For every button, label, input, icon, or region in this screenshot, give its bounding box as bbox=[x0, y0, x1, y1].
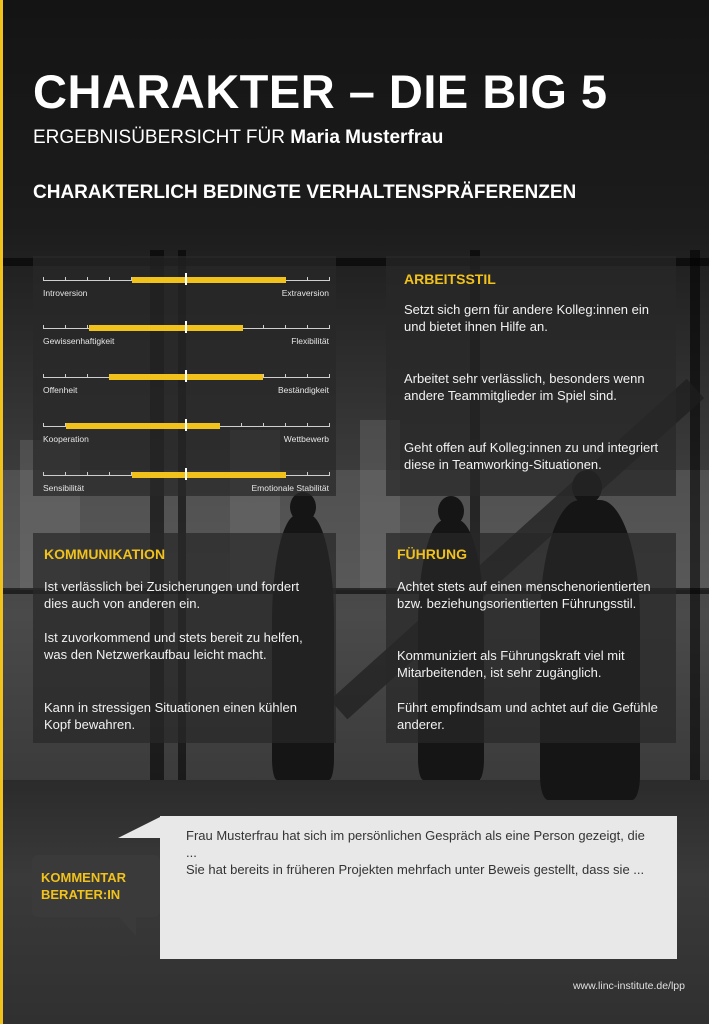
scale-tick bbox=[87, 472, 88, 476]
scale-tick bbox=[329, 423, 330, 427]
comment-line: Frau Musterfrau hat sich im persönlichen Gespräch als eine Person gezeigt, die ... bbox=[186, 828, 645, 860]
scale-tick bbox=[263, 423, 264, 427]
scale-tick bbox=[307, 472, 308, 476]
badge-line: KOMMENTAR bbox=[41, 870, 126, 885]
scale-right-label: Wettbewerb bbox=[283, 434, 329, 444]
comment-badge-text bbox=[41, 869, 126, 903]
scale-tick bbox=[241, 423, 242, 427]
scale-sensibilitaet-stabilitaet bbox=[43, 459, 329, 499]
section-title: CHARAKTERLICH BEDINGTE VERHALTENSPRÄFERENZEN bbox=[33, 182, 577, 203]
kommunikation-paragraph: Kann in stressigen Situationen einen kühlen Kopf bewahren. bbox=[44, 700, 297, 732]
fuehrung-paragraph: Führt empfindsam und achtet auf die Gefühle anderer. bbox=[397, 700, 658, 732]
scale-tick bbox=[43, 423, 44, 427]
badge-line: BERATER:IN bbox=[41, 887, 121, 902]
scale-right-label: Flexibilität bbox=[291, 336, 329, 346]
accent-stripe bbox=[0, 0, 3, 1024]
scale-tick bbox=[43, 472, 44, 476]
scale-tick bbox=[109, 277, 110, 281]
scale-right-label: Emotionale Stabilität bbox=[251, 483, 329, 493]
scale-tick bbox=[307, 374, 308, 378]
scale-tick bbox=[65, 472, 66, 476]
comment-badge-tail bbox=[118, 916, 136, 936]
scale-tick bbox=[65, 325, 66, 329]
page-title: CHARAKTER – DIE BIG 5 bbox=[33, 65, 608, 118]
scale-tick bbox=[285, 325, 286, 329]
footer-url[interactable]: www.linc-institute.de/lpp bbox=[572, 980, 685, 992]
scale-kooperation-wettbewerb bbox=[43, 410, 329, 450]
scale-center-marker bbox=[185, 321, 187, 333]
scale-tick bbox=[87, 374, 88, 378]
scale-tick bbox=[329, 277, 330, 281]
scale-left-label: Gewissenhaftigkeit bbox=[43, 336, 115, 346]
scale-offenheit-bestaendigkeit bbox=[43, 361, 329, 401]
scale-bar bbox=[66, 423, 220, 429]
scale-tick bbox=[329, 325, 330, 329]
scale-center-marker bbox=[185, 419, 187, 431]
arbeitsstil-heading: ARBEITSSTIL bbox=[404, 271, 496, 287]
scale-tick bbox=[43, 374, 44, 378]
arbeitsstil-paragraph: Setzt sich gern für andere Kolleg:innen ein und bietet ihnen Hilfe an. bbox=[404, 302, 649, 334]
fuehrung-paragraph: Kommuniziert als Führungskraft viel mit Mitarbeitenden, ist sehr zugänglich. bbox=[397, 648, 625, 680]
scale-tick bbox=[43, 277, 44, 281]
fuehrung-heading: FÜHRUNG bbox=[397, 546, 467, 562]
scale-bar bbox=[132, 277, 286, 283]
scale-center-marker bbox=[185, 273, 187, 285]
scale-tick bbox=[307, 423, 308, 427]
scale-bar bbox=[132, 472, 286, 478]
kommunikation-paragraph: Ist verlässlich bei Zusicherungen und fordert dies auch von anderen ein. bbox=[44, 579, 300, 611]
arbeitsstil-paragraph: Arbeitet sehr verlässlich, besonders wenn andere Teammitglieder im Spiel sind. bbox=[404, 371, 645, 403]
page-subtitle bbox=[33, 127, 443, 149]
comment-line: Sie hat bereits in früheren Projekten mehrfach unter Beweis gestellt, dass sie ... bbox=[186, 862, 645, 877]
scale-tick bbox=[285, 374, 286, 378]
comment-text bbox=[186, 827, 656, 878]
scale-bar bbox=[89, 325, 243, 331]
scale-left-label: Introversion bbox=[43, 288, 88, 298]
big5-scales-panel bbox=[33, 256, 336, 496]
comment-box-notch bbox=[118, 816, 162, 838]
scale-center-marker bbox=[185, 468, 187, 480]
fuehrung-paragraph: Achtet stets auf einen menschenorientierten bzw. beziehungsorientierten Führungsstil. bbox=[397, 579, 651, 611]
person-name: Maria Musterfrau bbox=[290, 127, 444, 148]
scale-tick bbox=[65, 374, 66, 378]
scale-tick bbox=[329, 472, 330, 476]
scale-tick bbox=[329, 374, 330, 378]
scale-left-label: Offenheit bbox=[43, 385, 78, 395]
scale-introversion-extraversion bbox=[43, 264, 329, 304]
scale-right-label: Extraversion bbox=[281, 288, 329, 298]
scale-tick bbox=[43, 325, 44, 329]
scale-left-label: Kooperation bbox=[43, 434, 89, 444]
scale-tick bbox=[87, 277, 88, 281]
scale-tick bbox=[65, 277, 66, 281]
scale-tick bbox=[263, 325, 264, 329]
scale-tick bbox=[109, 472, 110, 476]
scale-left-label: Sensibilität bbox=[43, 483, 85, 493]
scale-right-label: Beständigkeit bbox=[277, 385, 329, 395]
kommunikation-paragraph: Ist zuvorkommend und stets bereit zu helfen, was den Netzwerkaufbau leicht macht. bbox=[44, 630, 303, 662]
subtitle-prefix: ERGEBNISÜBERSICHT FÜR bbox=[33, 127, 285, 148]
scale-gewissenhaftigkeit-flexibilitaet bbox=[43, 312, 329, 352]
scale-center-marker bbox=[185, 370, 187, 382]
scale-tick bbox=[307, 277, 308, 281]
arbeitsstil-paragraph: Geht offen auf Kolleg:innen zu und integriert diese in Teamworking-Situationen. bbox=[404, 440, 659, 472]
scale-tick bbox=[285, 423, 286, 427]
kommunikation-heading: KOMMUNIKATION bbox=[44, 546, 166, 562]
scale-tick bbox=[307, 325, 308, 329]
